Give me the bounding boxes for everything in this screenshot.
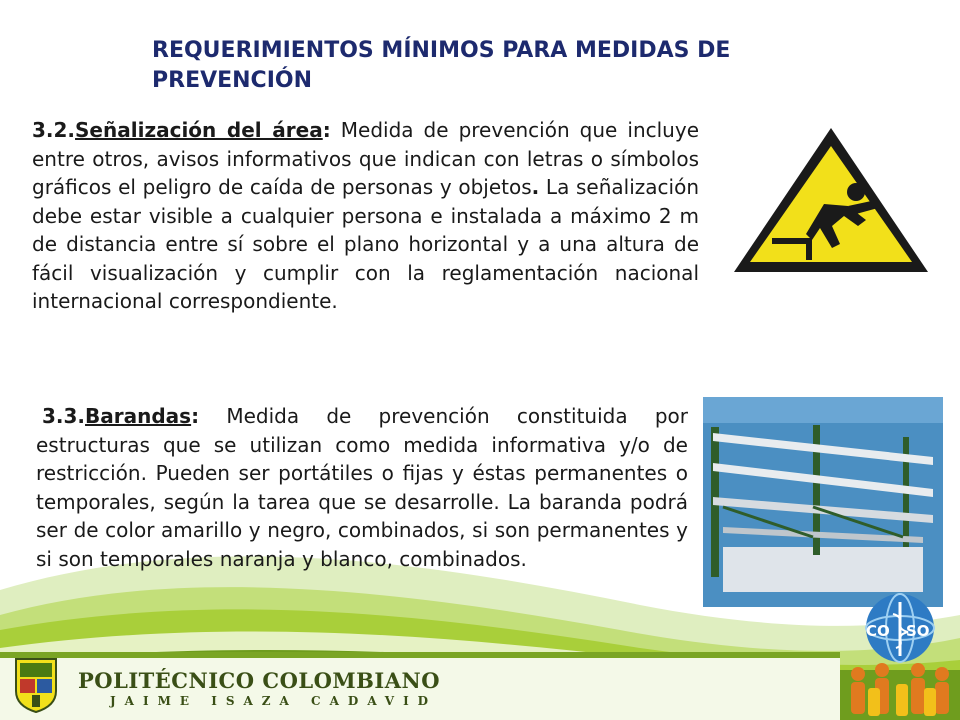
section-keyword: Barandas <box>85 404 192 428</box>
sentence-period: . <box>531 175 540 199</box>
coso-globe-logo-icon <box>838 588 960 720</box>
section-railings-paragraph <box>36 402 688 573</box>
section-text: Medida de prevención constituida por estructuras que se utilizan como medida informativa y/o de restricción. Pueden ser portátiles o fijas y éstas permanentes o temporales, según la tarea que se desarrolle. La baranda podrá ser de color amarillo y negro, combinados, si son permanentes y si son temporales naranja y blanco, combinados. <box>36 404 688 571</box>
section-keyword: Señalización del área <box>75 118 323 142</box>
section-number: 3.3. <box>42 404 86 428</box>
coso-badge-left: CO <box>866 622 890 640</box>
institution-subtitle: JAIME ISAZA CADAVID <box>110 694 438 708</box>
scaffold-railing-image <box>703 397 943 607</box>
section-text: Medida de prevención que incluye entre otros, avisos informativos que indican con letras o símbolos gráficos el peligro de caída de personas y objetos <box>32 118 699 199</box>
keyword-colon: : <box>191 404 200 428</box>
institution-name: POLITÉCNICO COLOMBIANO <box>78 668 441 693</box>
section-text-continued: La señalización debe estar visible a cualquier persona e instalada a máximo 2 m de distancia entre sí sobre el plano horizontal y a una altura de fácil visualización y cumplir con la reglamentación nacional internacional correspondiente. <box>32 175 699 313</box>
section-number: 3.2. <box>32 118 76 142</box>
fall-hazard-warning-sign-icon <box>728 122 934 278</box>
keyword-colon: : <box>322 118 331 142</box>
politecnico-shield-logo-icon <box>14 657 58 713</box>
page-title: REQUERIMIENTOS MÍNIMOS PARA MEDIDAS DE PREVENCIÓN <box>152 38 731 93</box>
section-signage-paragraph <box>32 116 699 316</box>
coso-badge-right: SO <box>906 622 930 640</box>
